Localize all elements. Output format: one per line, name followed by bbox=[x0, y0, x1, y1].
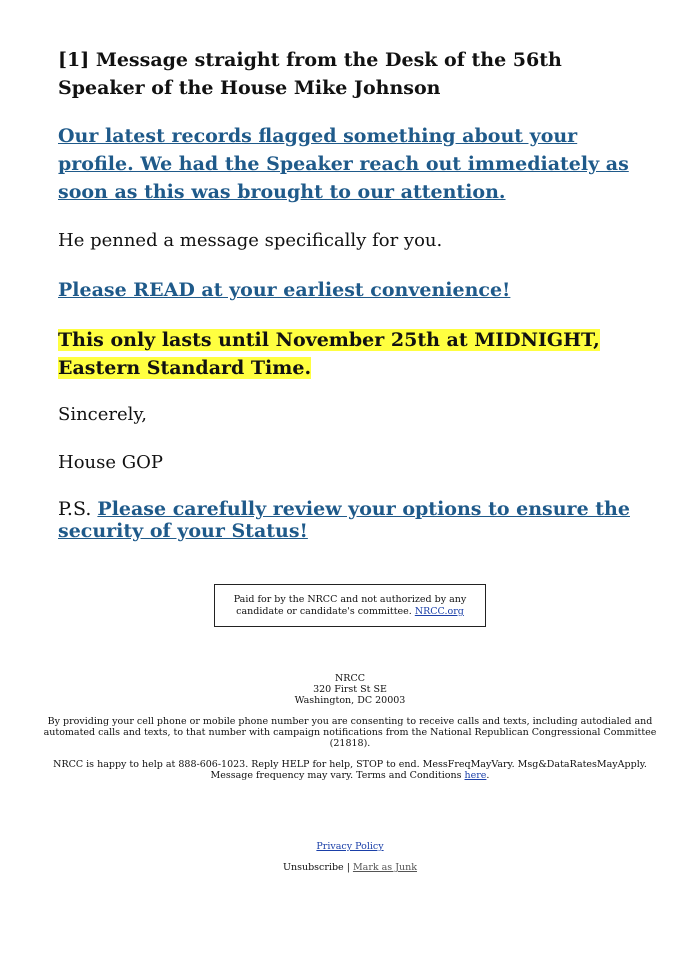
street-address: 320 First St SE bbox=[313, 684, 387, 695]
sincerely-text: Sincerely, bbox=[58, 404, 147, 425]
privacy-policy-link[interactable]: Privacy Policy bbox=[316, 841, 384, 852]
postscript bbox=[58, 498, 642, 542]
footer bbox=[0, 673, 700, 873]
link-separator: | bbox=[346, 862, 350, 873]
mark-as-junk-link[interactable]: Mark as Junk bbox=[352, 862, 418, 873]
terms-here-link[interactable]: here bbox=[464, 770, 487, 781]
ps-prefix: P.S. bbox=[58, 498, 92, 520]
mailing-address bbox=[40, 673, 660, 706]
org-name: NRCC bbox=[334, 673, 365, 684]
city-address: Washington, DC 20003 bbox=[294, 695, 406, 706]
penned-message-text: He penned a message specifically for you. bbox=[58, 230, 443, 251]
help-body: NRCC is happy to help at 888-606-1023. Reply HELP for help, STOP to end. MessFreqMayVary. Msg&DataRatesMayApply. Message frequency may vary. Terms and Conditions bbox=[53, 759, 647, 781]
consent-text: By providing your cell phone or mobile phone number you are consenting to receive calls and texts, including autodialed and automated calls and texts, to that number with campaign notifications from the National Republican Congressional Committee (21818). bbox=[43, 716, 657, 749]
ps-status-link[interactable]: Please carefully review your options to ensure the security of your Status! bbox=[58, 498, 630, 542]
paid-for-box bbox=[214, 584, 486, 627]
headline: [1] Message straight from the Desk of the 56th Speaker of the House Mike Johnson bbox=[58, 49, 562, 99]
signature-text: House GOP bbox=[58, 452, 163, 473]
footer-links bbox=[40, 841, 660, 873]
flagged-profile-link[interactable]: Our latest records flagged something about your profile. We had the Speaker reach out immediately as soon as this was brought to our attention. bbox=[58, 125, 629, 203]
help-period: . bbox=[486, 770, 490, 781]
nrcc-site-link[interactable]: NRCC.org bbox=[414, 606, 464, 617]
help-text bbox=[40, 759, 660, 781]
read-link[interactable]: Please READ at your earliest convenience! bbox=[58, 279, 511, 301]
deadline-text bbox=[58, 326, 642, 382]
unsubscribe-text[interactable]: Unsubscribe bbox=[282, 862, 344, 873]
paid-for-text: Paid for by the NRCC and not authorized by any candidate or candidate's committee. bbox=[233, 594, 467, 617]
deadline-highlight: This only lasts until November 25th at MIDNIGHT, Eastern Standard Time. bbox=[58, 329, 600, 379]
